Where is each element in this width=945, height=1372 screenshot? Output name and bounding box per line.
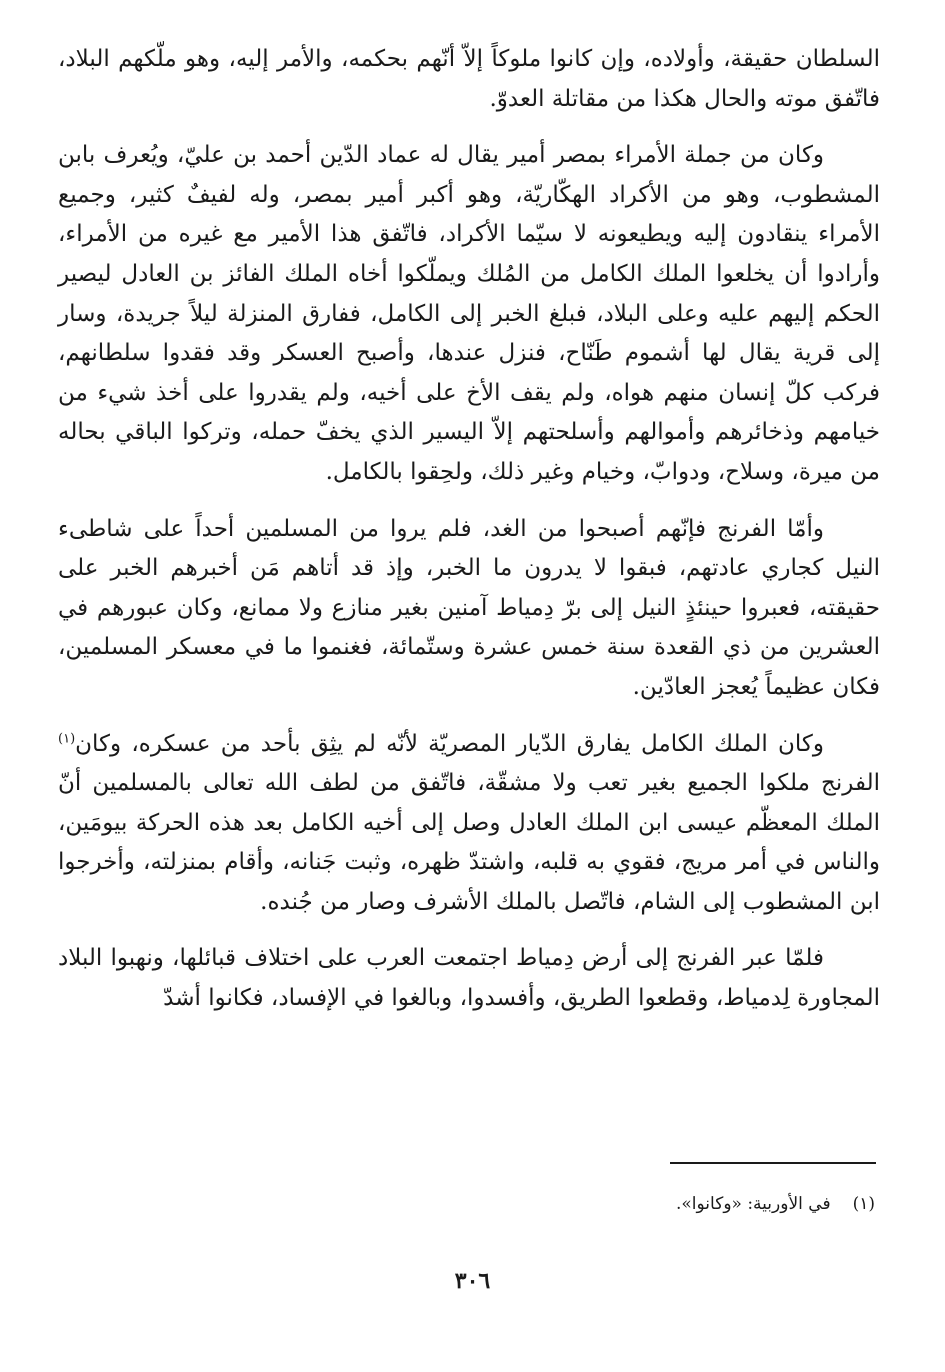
page-number: ٣٠٦ [454, 1268, 491, 1294]
paragraph-5: فلمّا عبر الفرنج إلى أرض دِمياط اجتمعت العرب على اختلاف قبائلها، ونهبوا البلاد المجاورة لِدمياط، وقطعوا الطريق، وأفسدوا، وبالغوا في الإفساد، فكانوا أشدّ [58, 945, 880, 1012]
paragraph-4-text-after-ref: الفرنج ملكوا الجميع بغير تعب ولا مشقّة، فاتّفق من لطف الله تعالى بالمسلمين أنّ الملك المعظّم عيسى ابن الملك العادل وصل إلى أخيه الكامل بعد هذه الحركة بيومَين، والناس في أمر مريج، فقوي به قلبه، واشتدّ ظهره، وثبت جَنانه، وأقام بمنزلته، وأخرجوا ابن المشطوب إلى الشام، فاتّصل بالملك الأشرف وصار من جُنده. [58, 770, 880, 915]
paragraph-2: وكان من جملة الأمراء بمصر أمير يقال له عماد الدّين أحمد بن عليّ، ويُعرف بابن المشطوب، وهو من الأكراد الهكّاريّة، وهو أكبر أمير بمصر، وله لفيفٌ كثير، وجميع الأمراء ينقادون إليه ويطيعونه لا سيّما الأكراد، فاتّفق هذا الأمير مع غيره من الأمراء، وأرادوا أن يخلعوا الملك الكامل من المُلك ويملّكوا أخاه الملك الفائز بن العادل ليصير الحكم إليهم عليه وعلى البلاد، فبلغ الخبر إلى الكامل، ففارق المنزلة ليلاً جريدة، وسار إلى قرية يقال لها أشموم طَنّاح، فنزل عندها، وأصبح العسكر وقد فقدوا سلطانهم، فركب كلّ إنسان منهم هواه، ولم يقف الأخ على أخيه، ولم يقدروا على أخذ شيء من خيامهم وذخائرهم وأموالهم وأسلحتهم إلاّ اليسير الذي يخفّ حمله، وتركوا الباقي بحاله من ميرة، وسلاح، ودوابّ، وخيام وغير ذلك، ولحِقوا بالكامل. [58, 142, 880, 485]
main-text [58, 40, 880, 1019]
footnote-text: في الأوربية: «وكانوا». [676, 1194, 831, 1214]
footnote-reference: (١) [58, 730, 76, 746]
paragraph-4-text-before-ref: وكان الملك الكامل يفارق الدّيار المصريّة لأنّه لم يثِق بأحد من عسكره، وكان [75, 730, 824, 757]
paragraph-4 [58, 725, 880, 923]
paragraph-1: السلطان حقيقة، وأولاده، وإن كانوا ملوكاً إلاّ أنّهم بحكمه، والأمر إليه، وهو ملّكهم البلاد، فاتّفق موته والحال هكذا من مقاتلة العدوّ. [58, 46, 880, 112]
footnote-divider [670, 1162, 876, 1164]
footnote [676, 1192, 875, 1216]
footnote-number: (١) [852, 1194, 875, 1214]
paragraph-3: وأمّا الفرنج فإنّهم أصبحوا من الغد، فلم يروا من المسلمين أحداً على شاطىء النيل كجاري عادتهم، فبقوا لا يدرون ما الخبر، وإذ قد أتاهم مَن أخبرهم الخبر على حقيقته، فعبروا حينئذٍ النيل إلى برّ دِمياط آمنين بغير منازع ولا ممانع، وكان عبورهم في العشرين من ذي القعدة سنة خمس عشرة وستّمائة، فغنموا ما في معسكر المسلمين، فكان عظيماً يُعجز العادّين. [58, 515, 880, 700]
